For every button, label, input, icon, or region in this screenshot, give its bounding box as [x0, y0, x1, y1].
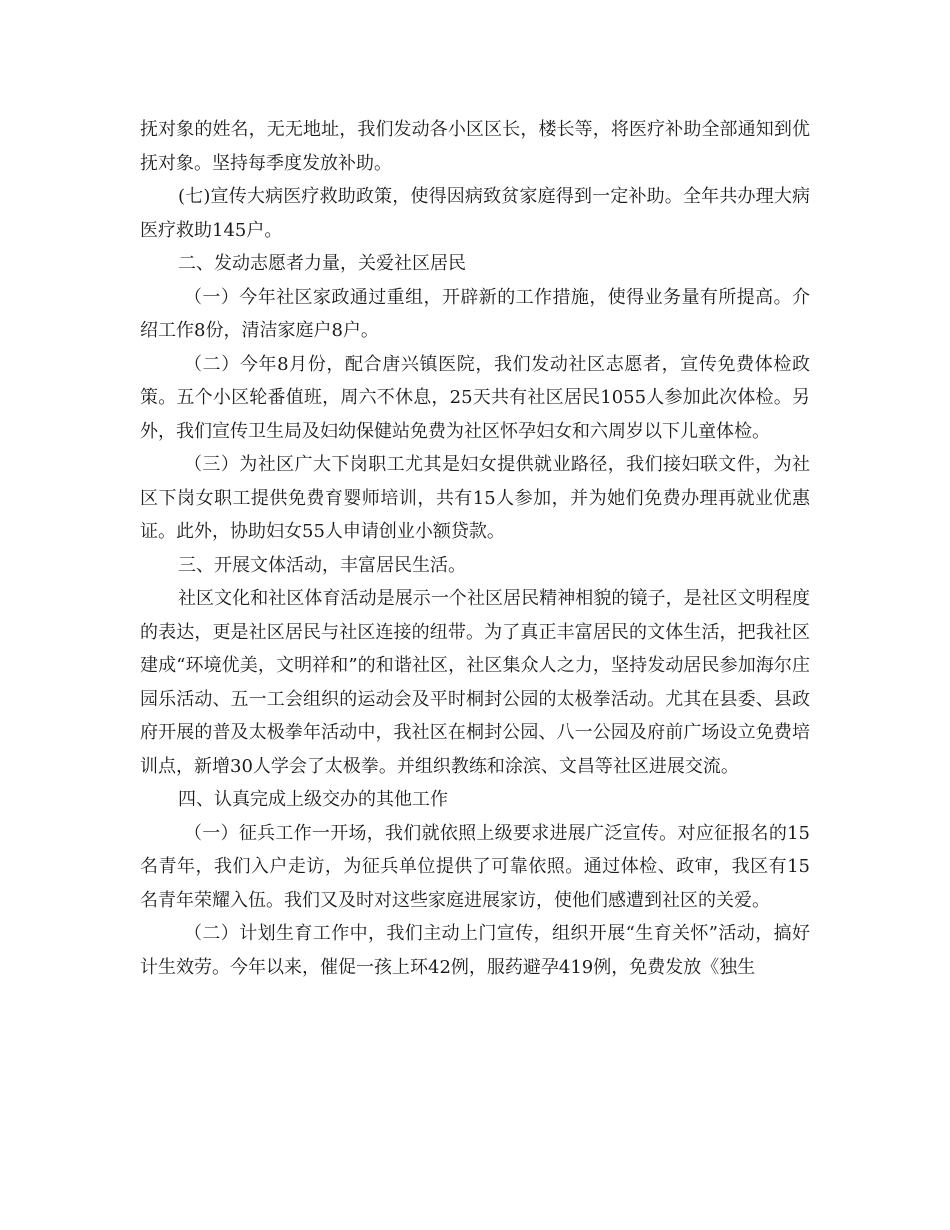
- paragraph-item-seven: (七)宣传大病医疗救助政策，使得因病致贫家庭得到一定补助。全年共办理大病医疗救助145户。: [140, 186, 810, 241]
- paragraph-item-two: （二）今年8月份，配合唐兴镇医院，我们发动社区志愿者，宣传免费体检政策。五个小区轮番值班，周六不休息，25天共有社区居民1055人参加此次体检。另外，我们宣传卫生局及妇幼保健站免费为社区怀孕妇女和六周岁以下儿童体检。: [140, 353, 810, 442]
- section-heading-four: 四、认真完成上级交办的其他工作: [178, 789, 448, 810]
- paragraph-item-one: （一）今年社区家政通过重组，开辟新的工作措施，使得业务量有所提高。介绍工作8份，清洁家庭户8户。: [140, 286, 810, 341]
- paragraph-family-planning: （二）计划生育工作中，我们主动上门宣传，组织开展“生育关怀”活动，搞好计生效劳。今年以来，催促一孩上环42例，服药避孕419例，免费发放《独生: [140, 923, 810, 978]
- paragraph-culture-sports: 社区文化和社区体育活动是展示一个社区居民精神相貌的镜子，是社区文明程度的表达，更是社区居民与社区连接的纽带。为了真正丰富居民的文体生活，把我社区建成“环境优美，文明祥和”的和谐社区，社区集众人之力，坚持发动居民参加海尔庄园乐活动、五一工会组织的运动会及平时桐封公园的太极拳活动。尤其在县委、县政府开展的普及太极拳年活动中，我社区在桐封公园、八一公园及府前广场设立免费培训点，新增30人学会了太极拳。并组织教练和涂滨、文昌等社区进展交流。: [140, 588, 810, 777]
- section-heading-three: 三、开展文体活动，丰富居民生活。: [178, 554, 466, 576]
- section-heading-two: 二、发动志愿者力量，关爱社区居民: [178, 253, 466, 274]
- paragraph-conscription: （一）征兵工作一开场，我们就依照上级要求进展广泛宣传。对应征报名的15名青年，我们入户走访，为征兵单位提供了可靠依照。通过体检、政审，我区有15名青年荣耀入伍。我们又及时对这些家庭进展家访，使他们感遭到社区的关爱。: [140, 822, 810, 911]
- paragraph-continuation: 抚对象的姓名，无无地址，我们发动各小区区长，楼长等，将医疗补助全部通知到优抚对象。坚持每季度发放补助。: [140, 119, 810, 174]
- paragraph-item-three: （三）为社区广大下岗职工尤其是妇女提供就业路径，我们接妇联文件，为社区下岗女职工提供免费育婴师培训，共有15人参加，并为她们免费办理再就业优惠证。此外，协助妇女55人申请创业小额贷款。: [140, 454, 810, 542]
- document-body: [140, 113, 810, 984]
